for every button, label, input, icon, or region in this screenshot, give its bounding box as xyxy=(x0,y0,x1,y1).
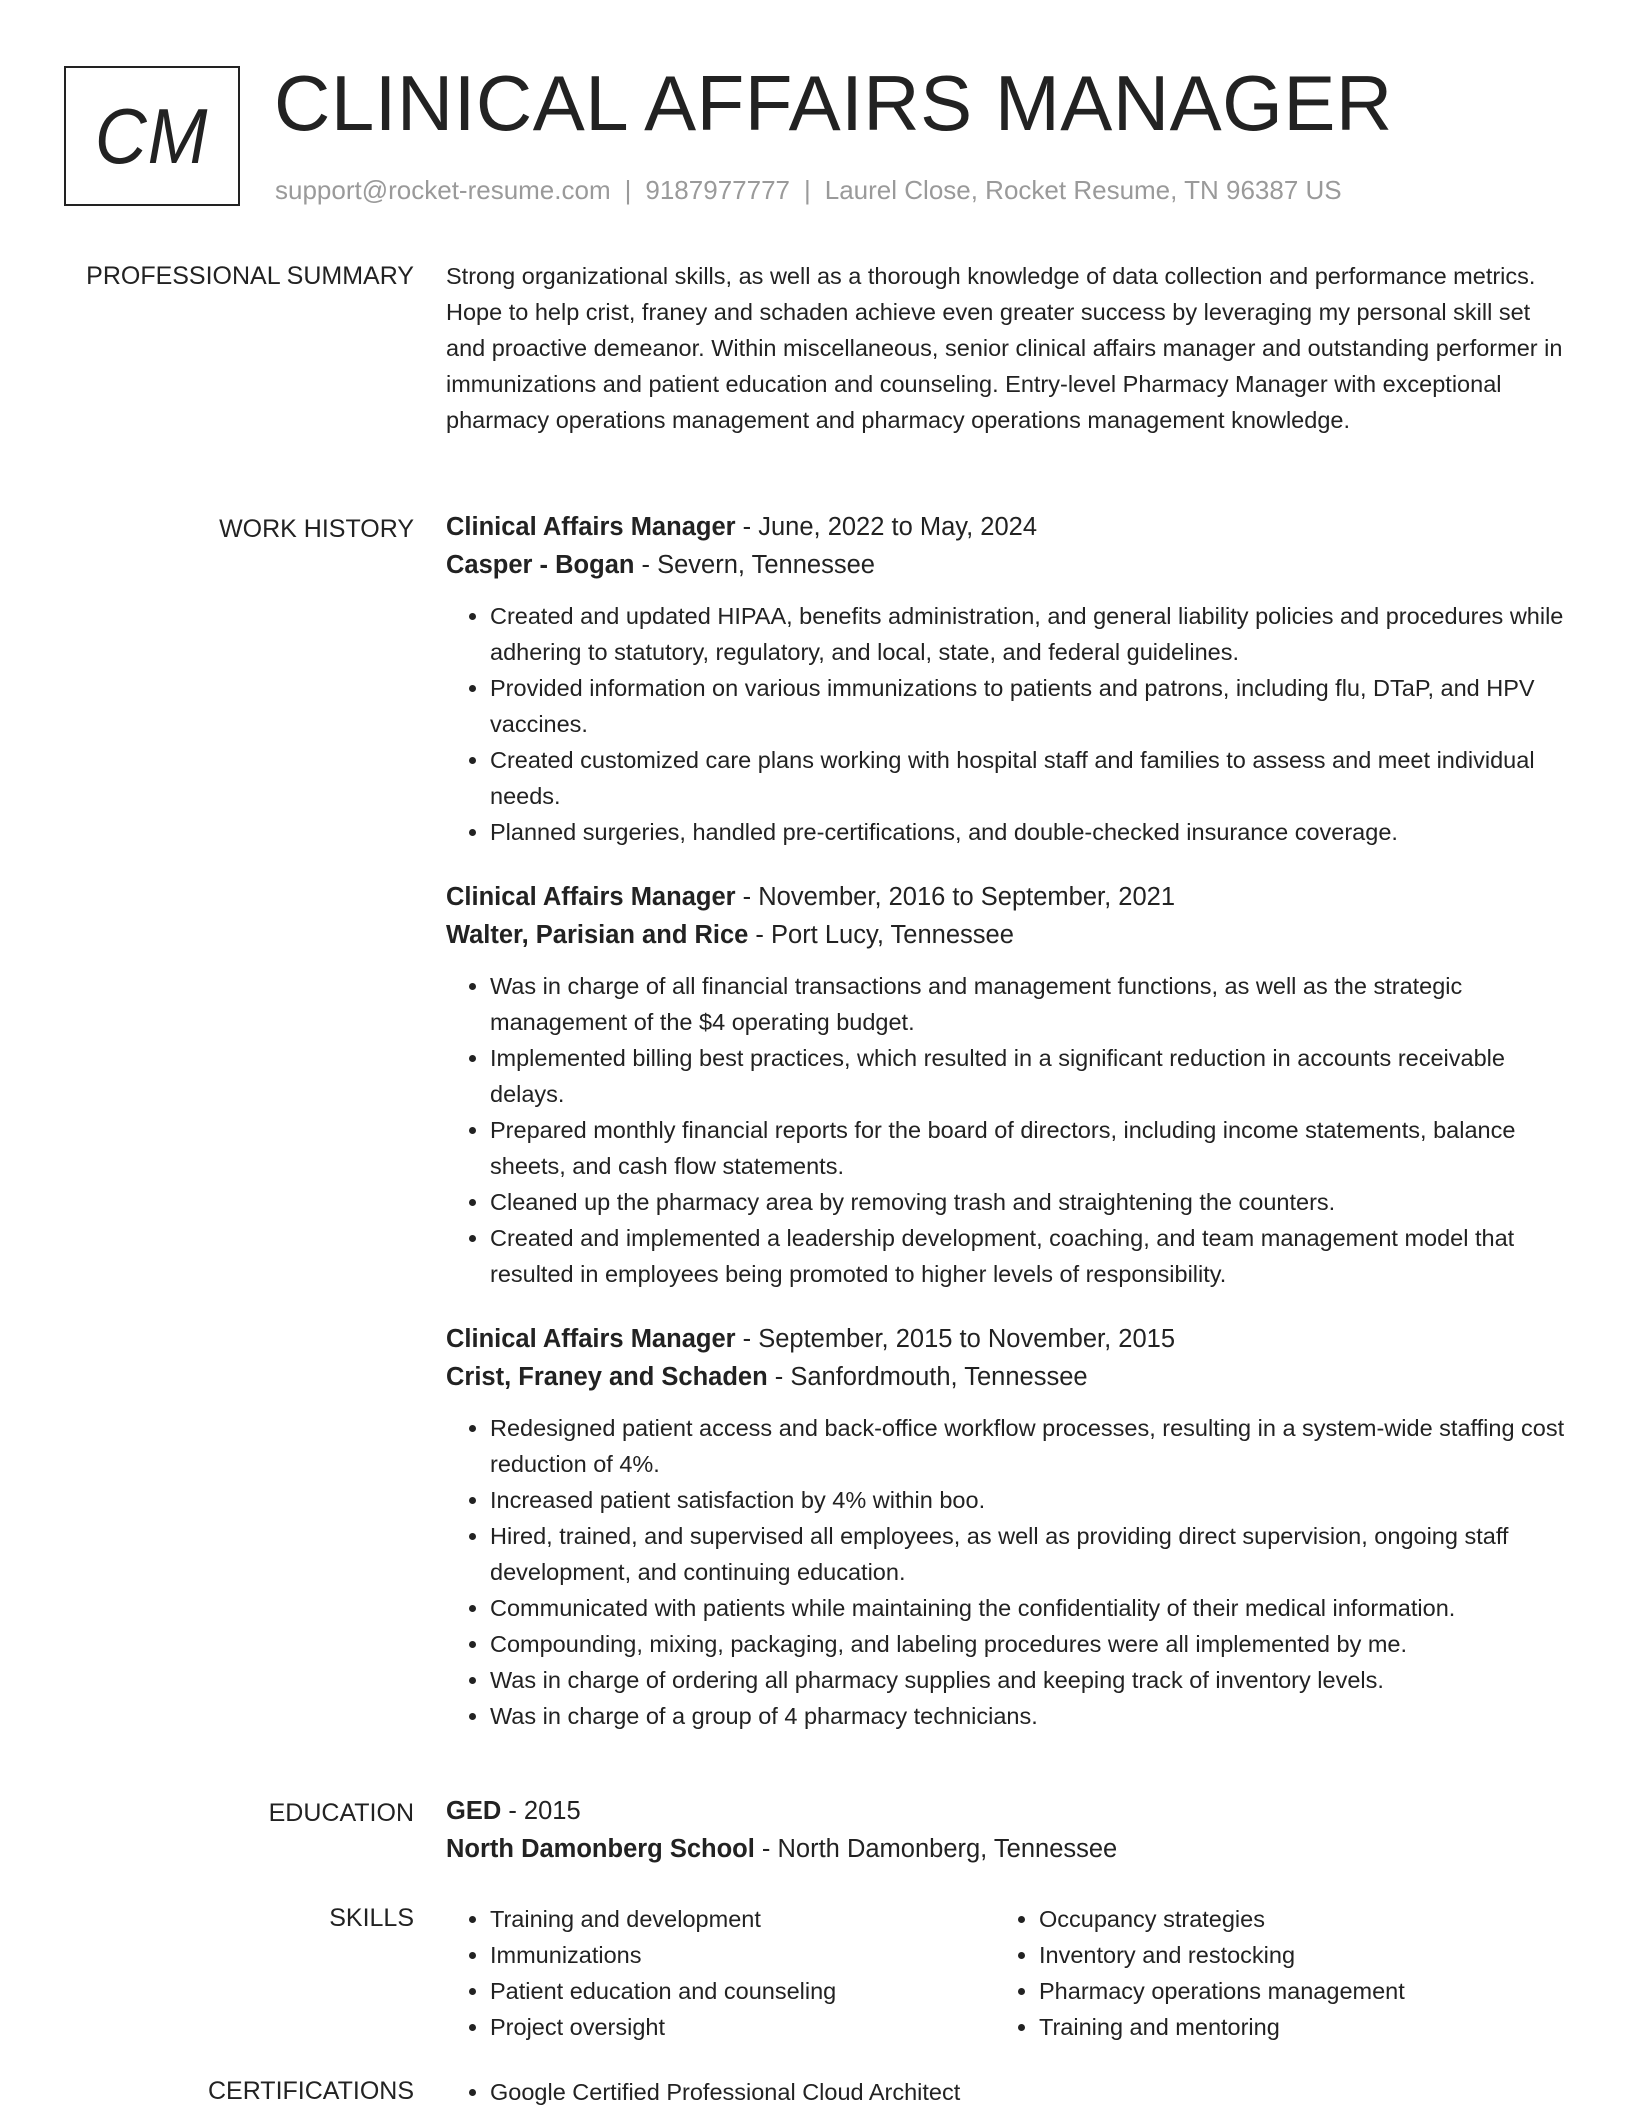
skills-list xyxy=(446,1901,995,2045)
job-company-line xyxy=(446,546,1568,584)
education-school-line xyxy=(446,1830,1568,1868)
summary-heading: PROFESSIONAL SUMMARY xyxy=(86,262,414,290)
job-bullets xyxy=(446,598,1568,850)
contact-line xyxy=(275,172,1342,208)
work-body xyxy=(446,508,1568,1734)
job-bullet: • Was in charge of ordering all pharmacy supplies and keeping track of inventory levels. xyxy=(490,1662,1568,1698)
job-company: Walter, Parisian and Rice xyxy=(446,921,749,949)
certifications-heading: CERTIFICATIONS xyxy=(207,2077,414,2105)
job-title: Clinical Affairs Manager xyxy=(446,1325,736,1353)
job-bullet: • Was in charge of a group of 4 pharmacy technicians. xyxy=(490,1698,1568,1734)
certifications-body xyxy=(446,2074,1568,2110)
contact-separator: | xyxy=(624,175,632,205)
job-bullet: • Created and implemented a leadership development, coaching, and team management model that resulted in employees being promoted to higher levels of responsibility. xyxy=(490,1220,1568,1292)
job-bullet: • Compounding, mixing, packaging, and labeling procedures were all implemented by me. xyxy=(490,1626,1568,1662)
job-bullet: • Prepared monthly financial reports for the board of directors, including income statements, balance sheets, and cash flow statements. xyxy=(490,1112,1568,1184)
education-school: North Damonberg School xyxy=(446,1835,755,1863)
skill-item: • Training and development xyxy=(490,1901,995,1937)
job-bullet: • Communicated with patients while maintaining the confidentiality of their medical information. xyxy=(490,1590,1568,1626)
monogram-initials: CM xyxy=(95,91,209,180)
job-bullet: • Created customized care plans working with hospital staff and families to assess and meet individual needs. xyxy=(490,742,1568,814)
education-degree-line xyxy=(446,1792,1568,1830)
skills-grid xyxy=(446,1901,1568,2045)
job-bullet: • Created and updated HIPAA, benefits administration, and general liability policies and procedures while adhering to statutory, regulatory, and local, state, and federal guidelines. xyxy=(490,598,1568,670)
job-location: - Severn, Tennessee xyxy=(634,551,875,579)
job-location: - Port Lucy, Tennessee xyxy=(748,921,1014,949)
education-year: - 2015 xyxy=(501,1797,581,1825)
contact-email[interactable]: support@rocket-resume.com xyxy=(275,175,611,205)
skills-list xyxy=(995,1901,1544,2045)
job-dates: - November, 2016 to September, 2021 xyxy=(735,883,1176,911)
skill-item: • Pharmacy operations management xyxy=(1039,1973,1544,2009)
job-bullet: • Cleaned up the pharmacy area by removing trash and straightening the counters. xyxy=(490,1184,1568,1220)
education-location: - North Damonberg, Tennessee xyxy=(754,1835,1118,1863)
job-bullets xyxy=(446,968,1568,1292)
job-entry xyxy=(446,1320,1568,1734)
job-bullet: • Provided information on various immunizations to patients and patrons, including flu, DTaP, and HPV vaccines. xyxy=(490,670,1568,742)
job-bullet: • Planned surgeries, handled pre-certifications, and double-checked insurance coverage. xyxy=(490,814,1568,850)
job-title-line xyxy=(446,508,1568,546)
skill-item: • Project oversight xyxy=(490,2009,995,2045)
job-bullet: • Was in charge of all financial transactions and management functions, as well as the strategic management of the $4 operating budget. xyxy=(490,968,1568,1040)
summary-text: Strong organizational skills, as well as a thorough knowledge of data collection and performance metrics. Hope to help crist, franey and schaden achieve even greater success by leveraging my personal skill set and proactive demeanor. Within miscellaneous, senior clinical affairs manager and outstanding performer in immunizations and patient education and counseling. Entry-level Pharmacy Manager with exceptional pharmacy operations management and pharmacy operations management knowledge. xyxy=(446,263,1563,433)
job-title-line xyxy=(446,1320,1568,1358)
education-body xyxy=(446,1792,1568,1868)
skills-column-left xyxy=(446,1901,995,2045)
job-company: Crist, Franey and Schaden xyxy=(446,1363,768,1391)
skills-column-right xyxy=(995,1901,1544,2045)
skill-item: • Training and mentoring xyxy=(1039,2009,1544,2045)
job-title: Clinical Affairs Manager xyxy=(446,513,736,541)
education-heading: EDUCATION xyxy=(268,1799,414,1827)
skill-item: • Inventory and restocking xyxy=(1039,1937,1544,1973)
resume-title: CLINICAL AFFAIRS MANAGER xyxy=(274,59,1393,147)
job-dates: - September, 2015 to November, 2015 xyxy=(735,1325,1176,1353)
job-bullets xyxy=(446,1410,1568,1734)
education-degree: GED xyxy=(446,1797,502,1825)
job-title-line xyxy=(446,878,1568,916)
job-bullet: • Implemented billing best practices, which resulted in a significant reduction in accounts receivable delays. xyxy=(490,1040,1568,1112)
job-dates: - June, 2022 to May, 2024 xyxy=(735,513,1038,541)
contact-separator: | xyxy=(804,175,811,205)
job-entry xyxy=(446,508,1568,850)
job-bullet: • Increased patient satisfaction by 4% within boo. xyxy=(490,1482,1568,1518)
job-title: Clinical Affairs Manager xyxy=(446,883,736,911)
monogram-box xyxy=(64,66,240,206)
skills-heading: SKILLS xyxy=(329,1904,414,1932)
job-company: Casper - Bogan xyxy=(446,551,635,579)
contact-address: Laurel Close, Rocket Resume, TN 96387 US xyxy=(824,175,1342,205)
work-heading: WORK HISTORY xyxy=(219,515,414,543)
job-location: - Sanfordmouth, Tennessee xyxy=(767,1363,1088,1391)
skills-body xyxy=(446,1901,1568,2045)
skill-item: • Immunizations xyxy=(490,1937,995,1973)
certifications-list xyxy=(446,2074,1568,2110)
summary-body xyxy=(446,258,1568,438)
job-bullet: • Redesigned patient access and back-office workflow processes, resulting in a system-wide staffing cost reduction of 4%. xyxy=(490,1410,1568,1482)
job-company-line xyxy=(446,1358,1568,1396)
skill-item: • Patient education and counseling xyxy=(490,1973,995,2009)
certification-item: • Google Certified Professional Cloud Architect xyxy=(490,2074,1568,2110)
job-entry xyxy=(446,878,1568,1292)
job-bullet: • Hired, trained, and supervised all employees, as well as providing direct supervision, ongoing staff development, and continuing education. xyxy=(490,1518,1568,1590)
contact-phone[interactable]: 9187977777 xyxy=(645,175,790,205)
skill-item: • Occupancy strategies xyxy=(1039,1901,1544,1937)
job-company-line xyxy=(446,916,1568,954)
